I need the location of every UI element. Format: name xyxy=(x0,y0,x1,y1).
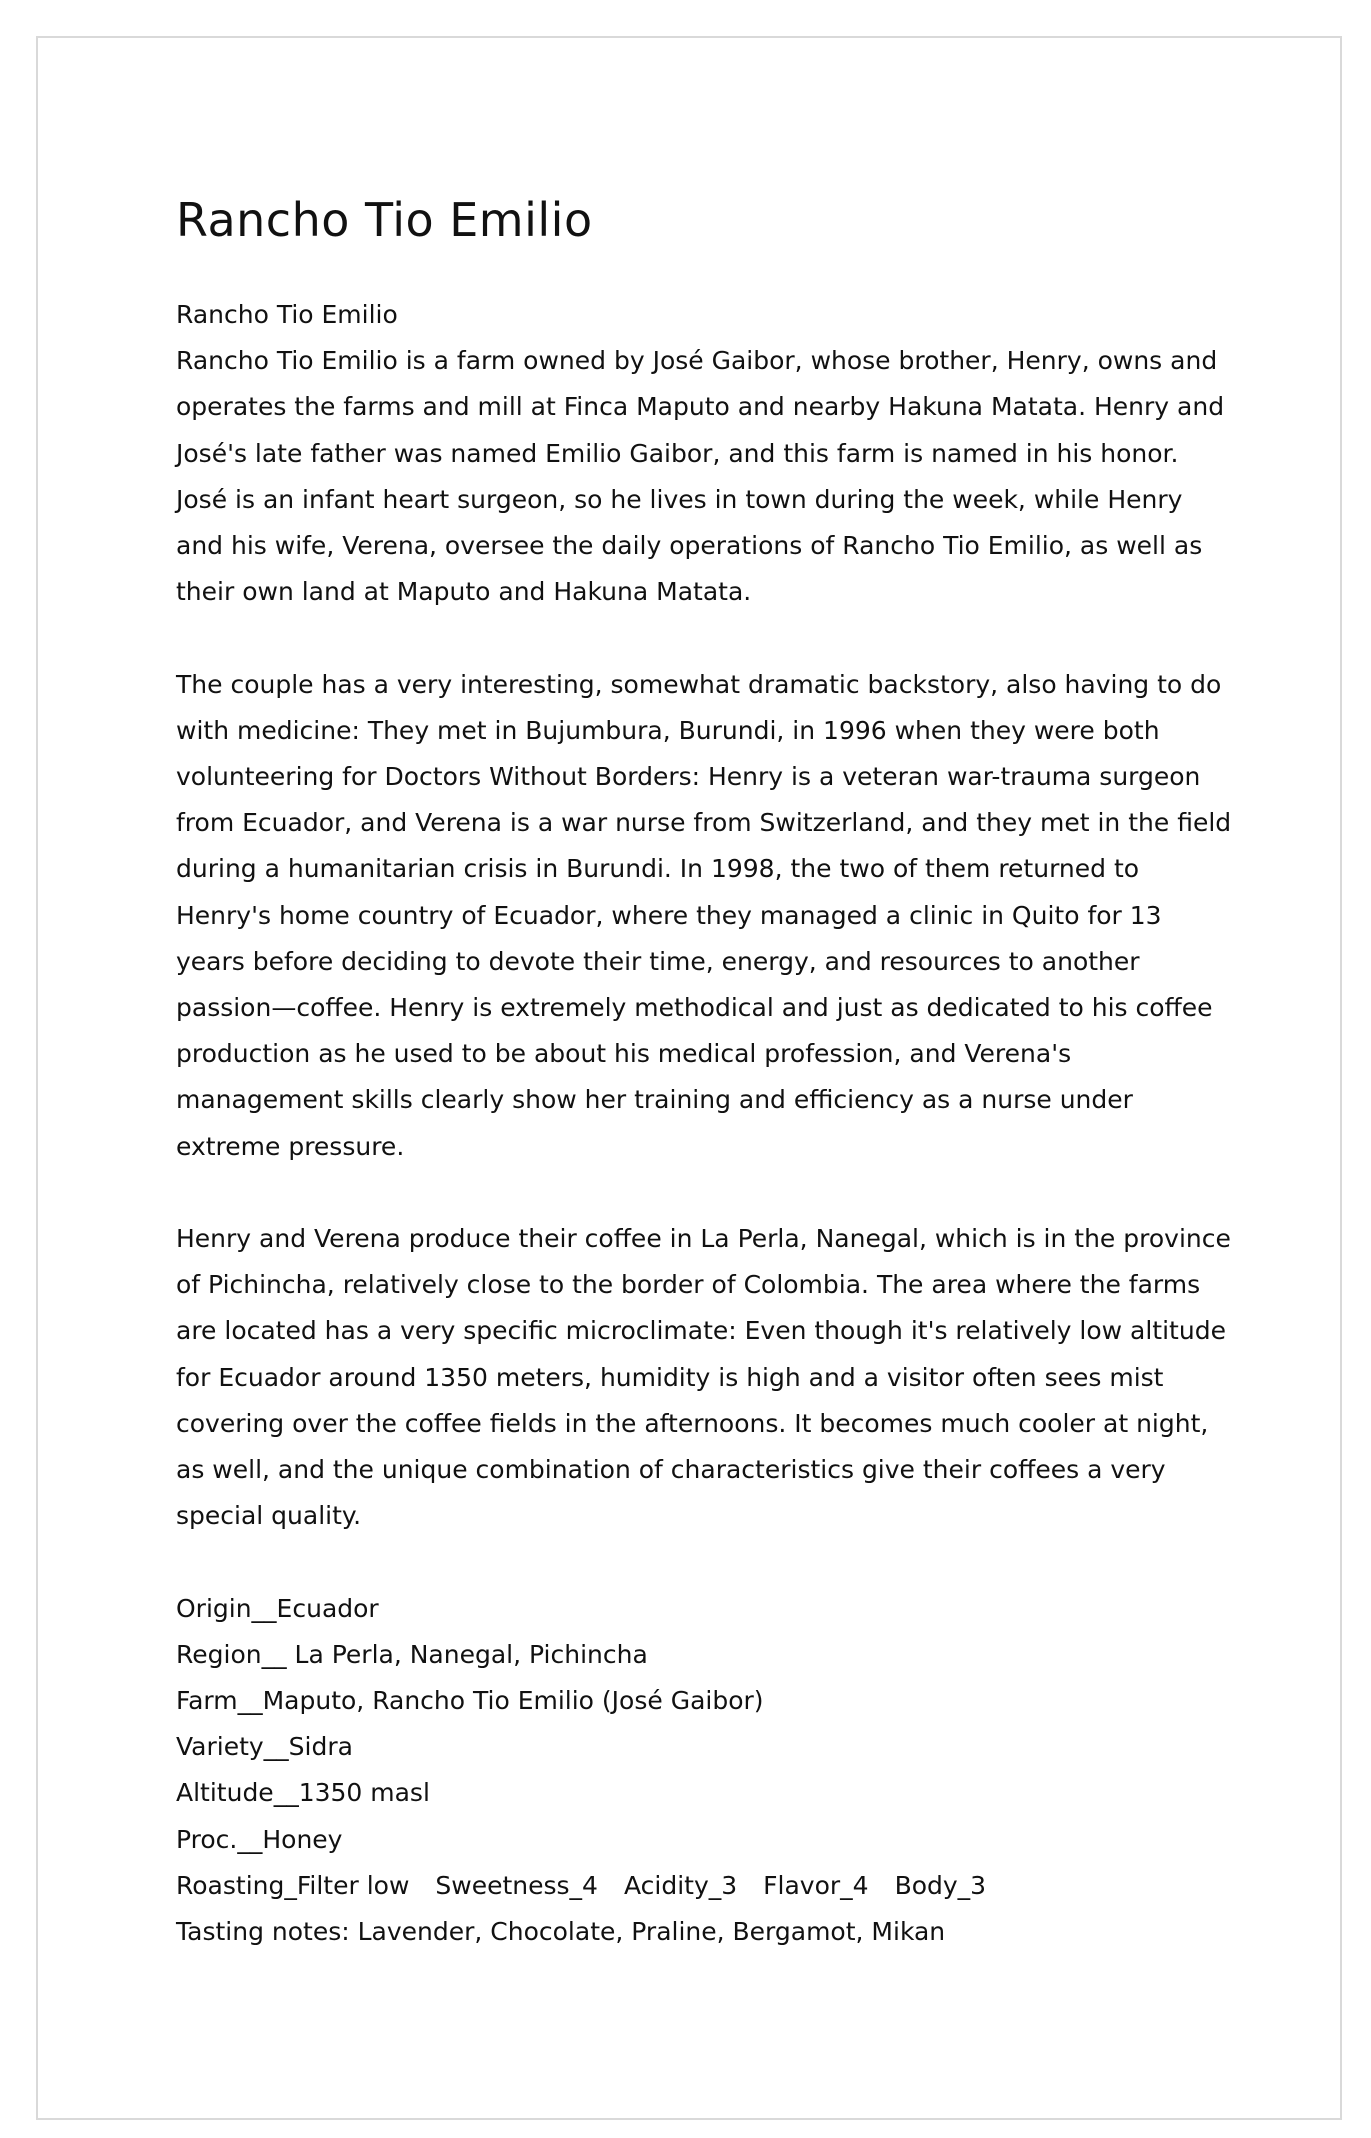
paragraph-spacer xyxy=(176,1539,1236,1585)
spec-roast-profile xyxy=(176,1863,1236,1909)
spec-acidity: Acidity_3 xyxy=(623,1870,738,1900)
subtitle: Rancho Tio Emilio xyxy=(176,300,398,329)
spec-farm: Farm__Maputo, Rancho Tio Emilio (José Gaibor) xyxy=(176,1686,764,1716)
paragraph-spacer xyxy=(176,1170,1236,1216)
spec-origin: Origin__Ecuador xyxy=(176,1593,379,1623)
document-content xyxy=(176,188,1236,1955)
paragraph-backstory: The couple has a very interesting, somewhat dramatic backstory, also having to do with medicine: They met in Bujumbura, Burundi, in 1996 when they were both volunteering for Doctors Without Borders: Henry is a veteran war-trauma surgeon from Ecuador, and Verena is a war nurse from Switzerland, and they met in the field during a humanitarian crisis in Burundi. In 1998, the two of them returned to Henry's home country of Ecuador, where they managed a clinic in Quito for 13 years before deciding to devote their time, energy, and resources to another passion—coffee. Henry is extremely methodical and just as dedicated to his coffee production as he used to be about his medical profession, and Verena's management skills clearly show her training and efficiency as a nurse under extreme pressure. xyxy=(176,669,1232,1161)
spec-region: Region__ La Perla, Nanegal, Pichincha xyxy=(176,1639,648,1669)
document-page xyxy=(36,36,1342,2120)
document-body xyxy=(176,292,1236,1955)
spec-altitude: Altitude__1350 masl xyxy=(176,1778,430,1808)
spec-variety: Variety__Sidra xyxy=(176,1732,353,1762)
page-title: Rancho Tio Emilio xyxy=(176,193,593,247)
spec-tasting-notes: Tasting notes: Lavender, Chocolate, Praline, Bergamot, Mikan xyxy=(176,1917,946,1947)
paragraph-farm-owners: Rancho Tio Emilio is a farm owned by José Gaibor, whose brother, Henry, owns and operates the farms and mill at Finca Maputo and nearby Hakuna Matata. Henry and José's late father was named Emilio Gaibor, and this farm is named in his honor. José is an infant heart surgeon, so he lives in town during the week, while Henry and his wife, Verena, oversee the daily operations of Rancho Tio Emilio, as well as their own land at Maputo and Hakuna Matata. xyxy=(176,346,1225,607)
spec-sweetness: Sweetness_4 xyxy=(435,1870,598,1900)
spec-body: Body_3 xyxy=(894,1870,987,1900)
spec-process: Proc.__Honey xyxy=(176,1824,343,1854)
paragraph-microclimate: Henry and Verena produce their coffee in La Perla, Nanegal, which is in the province of Pichincha, relatively close to the border of Colombia. The area where the farms are located has a very specific microclimate: Even though it's relatively low altitude for Ecuador around 1350 meters, humidity is high and a visitor often sees mist covering over the coffee fields in the afternoons. It becomes much cooler at night, as well, and the unique combination of characteristics give their coffees a very special quality. xyxy=(176,1224,1231,1531)
spec-flavor: Flavor_4 xyxy=(763,1870,869,1900)
spec-roasting: Roasting_Filter low xyxy=(176,1870,410,1900)
coffee-specs xyxy=(176,1586,1236,1956)
paragraph-spacer xyxy=(176,615,1236,661)
